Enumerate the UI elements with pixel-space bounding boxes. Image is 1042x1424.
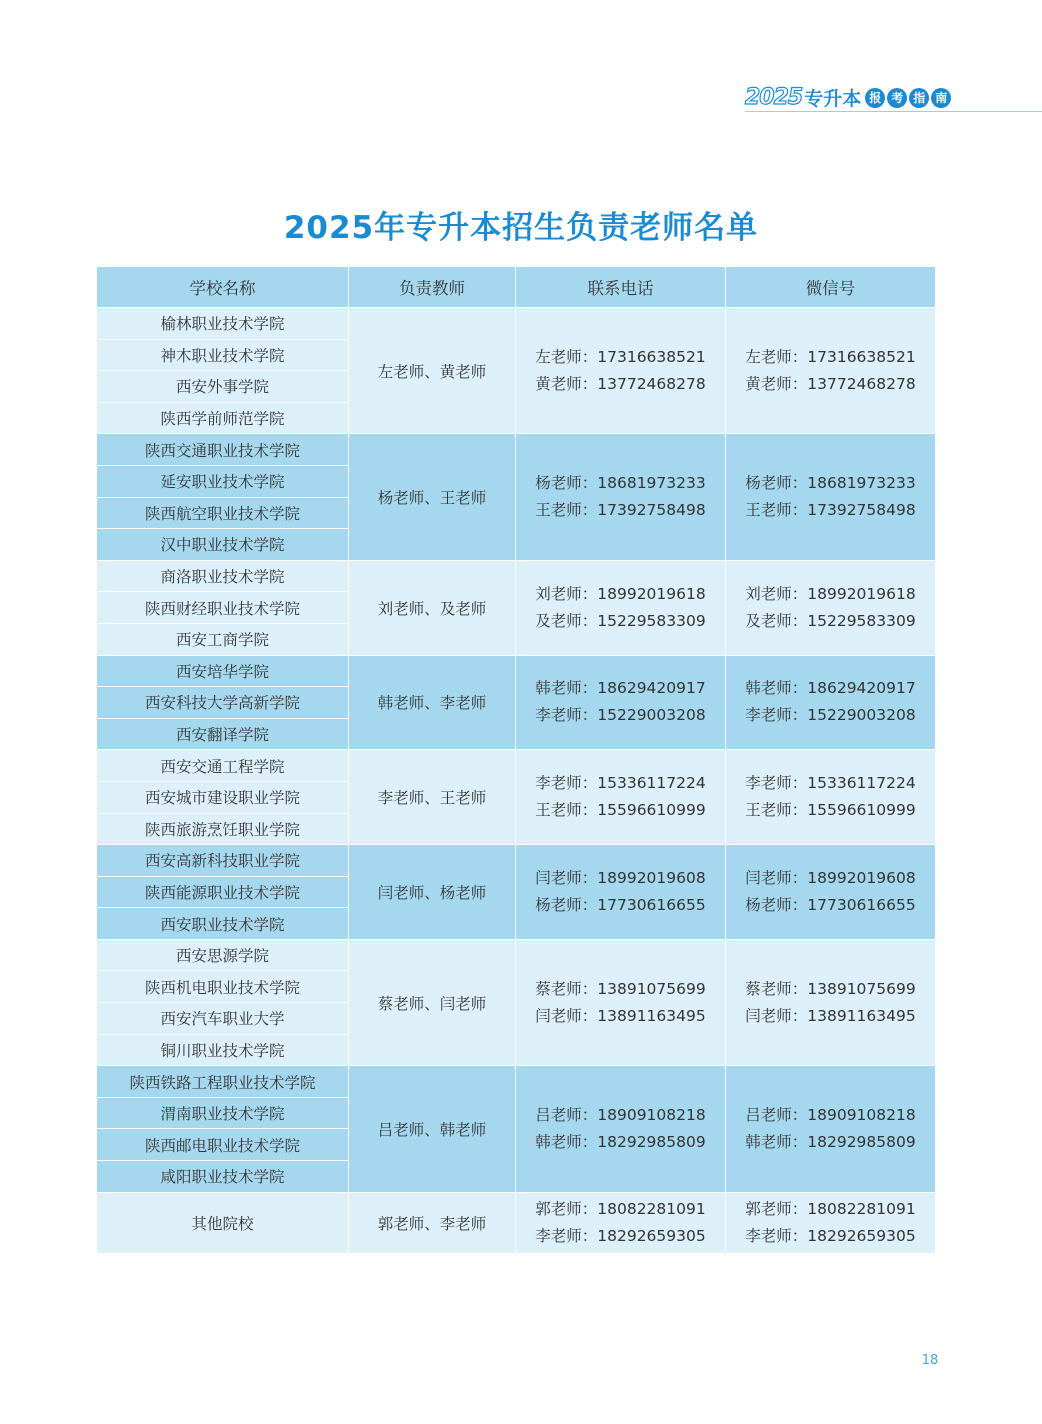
page-number: 18 [921,1353,939,1368]
brand-badge-4: 南 [931,88,951,108]
header-brand [745,84,951,111]
school-name-cell: 渭南职业技术学院 [97,1097,349,1129]
wechat-entry: 闫老师：18992019608 [745,868,916,887]
wechat-entry: 及老师：15229583309 [745,611,916,630]
table-header-row [97,267,936,308]
phone-cell [516,750,726,845]
wechat-cell [726,434,936,560]
phone-entry: 杨老师：17730616655 [535,895,706,914]
phone-entry: 李老师：18292659305 [535,1226,706,1245]
school-name-cell: 陕西交通职业技术学院 [97,434,349,466]
school-name-cell: 西安城市建设职业学院 [97,781,349,813]
wechat-entry: 李老师：15336117224 [745,774,916,793]
school-name-cell: 陕西机电职业技术学院 [97,971,349,1003]
wechat-cell [726,1192,936,1253]
brand-badge-1: 报 [865,88,885,108]
school-name-cell: 西安汽车职业大学 [97,1003,349,1035]
table-row [97,939,936,971]
school-name-cell: 西安交通工程学院 [97,750,349,782]
wechat-entry: 李老师：18292659305 [745,1226,916,1245]
table-row [97,845,936,877]
phone-entry: 蔡老师：13891075699 [535,979,706,998]
wechat-entry: 杨老师：17730616655 [745,895,916,914]
wechat-cell [726,1066,936,1192]
phone-cell [516,939,726,1065]
teacher-cell: 闫老师、杨老师 [349,845,516,940]
column-header-phone: 联系电话 [516,267,726,308]
wechat-entry: 李老师：15229003208 [745,706,916,725]
table-row [97,308,936,340]
phone-entry: 韩老师：18292985809 [535,1132,706,1151]
school-name-cell: 西安培华学院 [97,655,349,687]
phone-cell [516,655,726,750]
school-name-cell: 西安职业技术学院 [97,908,349,940]
phone-cell [516,845,726,940]
school-name-cell: 铜川职业技术学院 [97,1034,349,1066]
school-name-cell: 陕西航空职业技术学院 [97,497,349,529]
wechat-cell [726,750,936,845]
wechat-cell [726,560,936,655]
phone-entry: 韩老师：18629420917 [535,679,706,698]
school-name-cell: 神木职业技术学院 [97,339,349,371]
teacher-cell: 郭老师、李老师 [349,1192,516,1253]
contacts-table-body [97,308,936,1254]
teacher-cell: 吕老师、韩老师 [349,1066,516,1192]
header-divider [745,111,1042,112]
teacher-cell: 韩老师、李老师 [349,655,516,750]
table-row [97,560,936,592]
table-row [97,750,936,782]
school-name-cell: 汉中职业技术学院 [97,529,349,561]
column-header-teacher: 负责教师 [349,267,516,308]
school-name-cell: 西安翻译学院 [97,718,349,750]
school-name-cell: 西安工商学院 [97,623,349,655]
table-row [97,1066,936,1098]
phone-entry: 王老师：15596610999 [535,801,706,820]
school-name-cell: 陕西铁路工程职业技术学院 [97,1066,349,1098]
school-name-cell: 其他院校 [97,1192,349,1253]
wechat-cell [726,655,936,750]
column-header-wechat: 微信号 [726,267,936,308]
phone-cell [516,560,726,655]
phone-cell [516,308,726,434]
wechat-entry: 蔡老师：13891075699 [745,979,916,998]
table-row [97,1192,936,1253]
phone-entry: 郭老师：18082281091 [535,1199,706,1218]
phone-cell [516,1066,726,1192]
wechat-entry: 杨老师：18681973233 [745,474,916,493]
school-name-cell: 西安科技大学高新学院 [97,687,349,719]
phone-entry: 及老师：15229583309 [535,611,706,630]
wechat-entry: 刘老师：18992019618 [745,584,916,603]
phone-entry: 黄老师：13772468278 [535,374,706,393]
column-header-school: 学校名称 [97,267,349,308]
school-name-cell: 延安职业技术学院 [97,465,349,497]
phone-cell [516,1192,726,1253]
school-name-cell: 陕西邮电职业技术学院 [97,1129,349,1161]
wechat-entry: 王老师：17392758498 [745,501,916,520]
phone-entry: 李老师：15229003208 [535,706,706,725]
page-title: 2025年专升本招生负责老师名单 [283,210,759,246]
table-row [97,434,936,466]
wechat-entry: 闫老师：13891163495 [745,1006,916,1025]
phone-entry: 王老师：17392758498 [535,501,706,520]
phone-entry: 杨老师：18681973233 [535,474,706,493]
school-name-cell: 咸阳职业技术学院 [97,1161,349,1193]
phone-entry: 左老师：17316638521 [535,347,706,366]
school-name-cell: 陕西财经职业技术学院 [97,592,349,624]
phone-entry: 闫老师：13891163495 [535,1006,706,1025]
wechat-cell [726,939,936,1065]
teacher-cell: 李老师、王老师 [349,750,516,845]
school-name-cell: 西安高新科技职业学院 [97,845,349,877]
wechat-entry: 王老师：15596610999 [745,801,916,820]
teacher-cell: 杨老师、王老师 [349,434,516,560]
table-row [97,655,936,687]
wechat-entry: 郭老师：18082281091 [745,1199,916,1218]
teacher-cell: 蔡老师、闫老师 [349,939,516,1065]
school-name-cell: 陕西学前师范学院 [97,402,349,434]
phone-entry: 闫老师：18992019608 [535,868,706,887]
school-name-cell: 陕西能源职业技术学院 [97,876,349,908]
wechat-entry: 韩老师：18292985809 [745,1132,916,1151]
wechat-entry: 韩老师：18629420917 [745,679,916,698]
brand-year: 2025 [745,85,803,110]
teacher-cell: 左老师、黄老师 [349,308,516,434]
wechat-entry: 黄老师：13772468278 [745,374,916,393]
brand-badge-2: 考 [887,88,907,108]
school-name-cell: 商洛职业技术学院 [97,560,349,592]
wechat-entry: 左老师：17316638521 [745,347,916,366]
school-name-cell: 西安外事学院 [97,371,349,403]
teacher-cell: 刘老师、及老师 [349,560,516,655]
phone-cell [516,434,726,560]
school-name-cell: 西安思源学院 [97,939,349,971]
wechat-cell [726,845,936,940]
school-name-cell: 陕西旅游烹饪职业学院 [97,813,349,845]
phone-entry: 吕老师：18909108218 [535,1105,706,1124]
wechat-entry: 吕老师：18909108218 [745,1105,916,1124]
brand-text: 专升本 [804,88,862,110]
brand-badge-3: 指 [909,88,929,108]
phone-entry: 李老师：15336117224 [535,774,706,793]
phone-entry: 刘老师：18992019618 [535,584,706,603]
contacts-table [96,266,936,1254]
wechat-cell [726,308,936,434]
school-name-cell: 榆林职业技术学院 [97,308,349,340]
